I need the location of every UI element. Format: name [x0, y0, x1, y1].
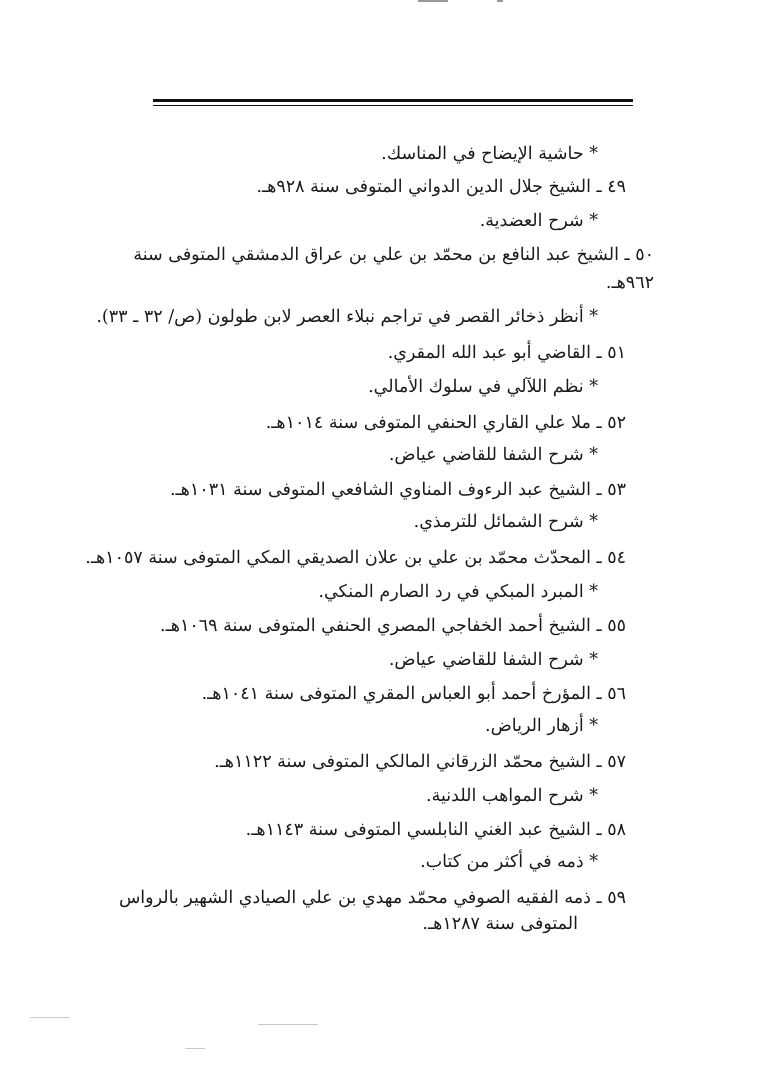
text-line: ٥٤ ـ المحدّث محمّد بن علي بن علان الصديقي المكي المتوفى سنة ١٠٥٧هـ. [85, 548, 626, 568]
text-line: ٥٧ ـ الشيخ محمّد الزرقاني المالكي المتوفى سنة ١١٢٢هـ. [214, 752, 626, 772]
text-line: ٥٩ ـ ذمه الفقيه الصوفي محمّد مهدي بن علي الصيادي الشهير بالرواس [118, 888, 626, 908]
scan-top-mark [418, 0, 448, 2]
text-line: ٥٨ ـ الشيخ عبد الغني النابلسي المتوفى سنة ١١٤٣هـ. [245, 820, 626, 840]
text-line: * شرح الشفا للقاضي عياض. [388, 445, 598, 465]
scan-artifact [258, 1024, 318, 1025]
text-line: ٩٦٢هـ. [605, 273, 654, 293]
header-rule-thick [153, 99, 633, 102]
text-line: * شرح المواهب اللدنية. [426, 786, 598, 806]
text-line: ٥٥ ـ الشيخ أحمد الخفاجي المصري الحنفي المتوفى سنة ١٠٦٩هـ. [160, 616, 626, 636]
text-line: * ذمه في أكثر من كتاب. [420, 852, 598, 872]
text-line: ٥٢ ـ ملا علي القاري الحنفي المتوفى سنة ١٠١٤هـ. [265, 413, 626, 433]
text-line: * أزهار الرياض. [485, 716, 598, 736]
text-line: ٤٩ ـ الشيخ جلال الدين الدواني المتوفى سنة ٩٢٨هـ. [256, 177, 626, 197]
text-line: ٥٣ ـ الشيخ عبد الرءوف المناوي الشافعي المتوفى سنة ١٠٣١هـ. [169, 480, 626, 500]
text-line: ٥٦ ـ المؤرخ أحمد أبو العباس المقري المتوفى سنة ١٠٤١هـ. [201, 684, 626, 704]
scan-artifact [30, 1017, 70, 1018]
scan-top-mark [497, 0, 503, 2]
text-line: * نظم اللآلي في سلوك الأمالي. [368, 377, 598, 397]
text-line: المتوفى سنة ١٢٨٧هـ. [422, 914, 578, 934]
header-rule-thin [153, 105, 633, 106]
text-line: ٥١ ـ القاضي أبو عبد الله المقري. [387, 343, 626, 363]
text-line: * أنظر ذخائر القصر في تراجم نبلاء العصر لابن طولون (ص/ ٣٢ ـ ٣٣). [96, 307, 598, 327]
text-line: * شرح العضدية. [479, 211, 598, 231]
scan-artifact [185, 1048, 205, 1049]
text-line: ٥٠ ـ الشيخ عبد النافع بن محمّد بن علي بن عراق الدمشقي المتوفى سنة [133, 245, 654, 265]
text-line: * شرح الشفا للقاضي عياض. [388, 650, 598, 670]
text-line: * شرح الشمائل للترمذي. [413, 512, 598, 532]
text-line: * المبرد المبكي في رد الصارم المنكي. [318, 582, 598, 602]
text-line: * حاشية الإيضاح في المناسك. [381, 144, 598, 164]
